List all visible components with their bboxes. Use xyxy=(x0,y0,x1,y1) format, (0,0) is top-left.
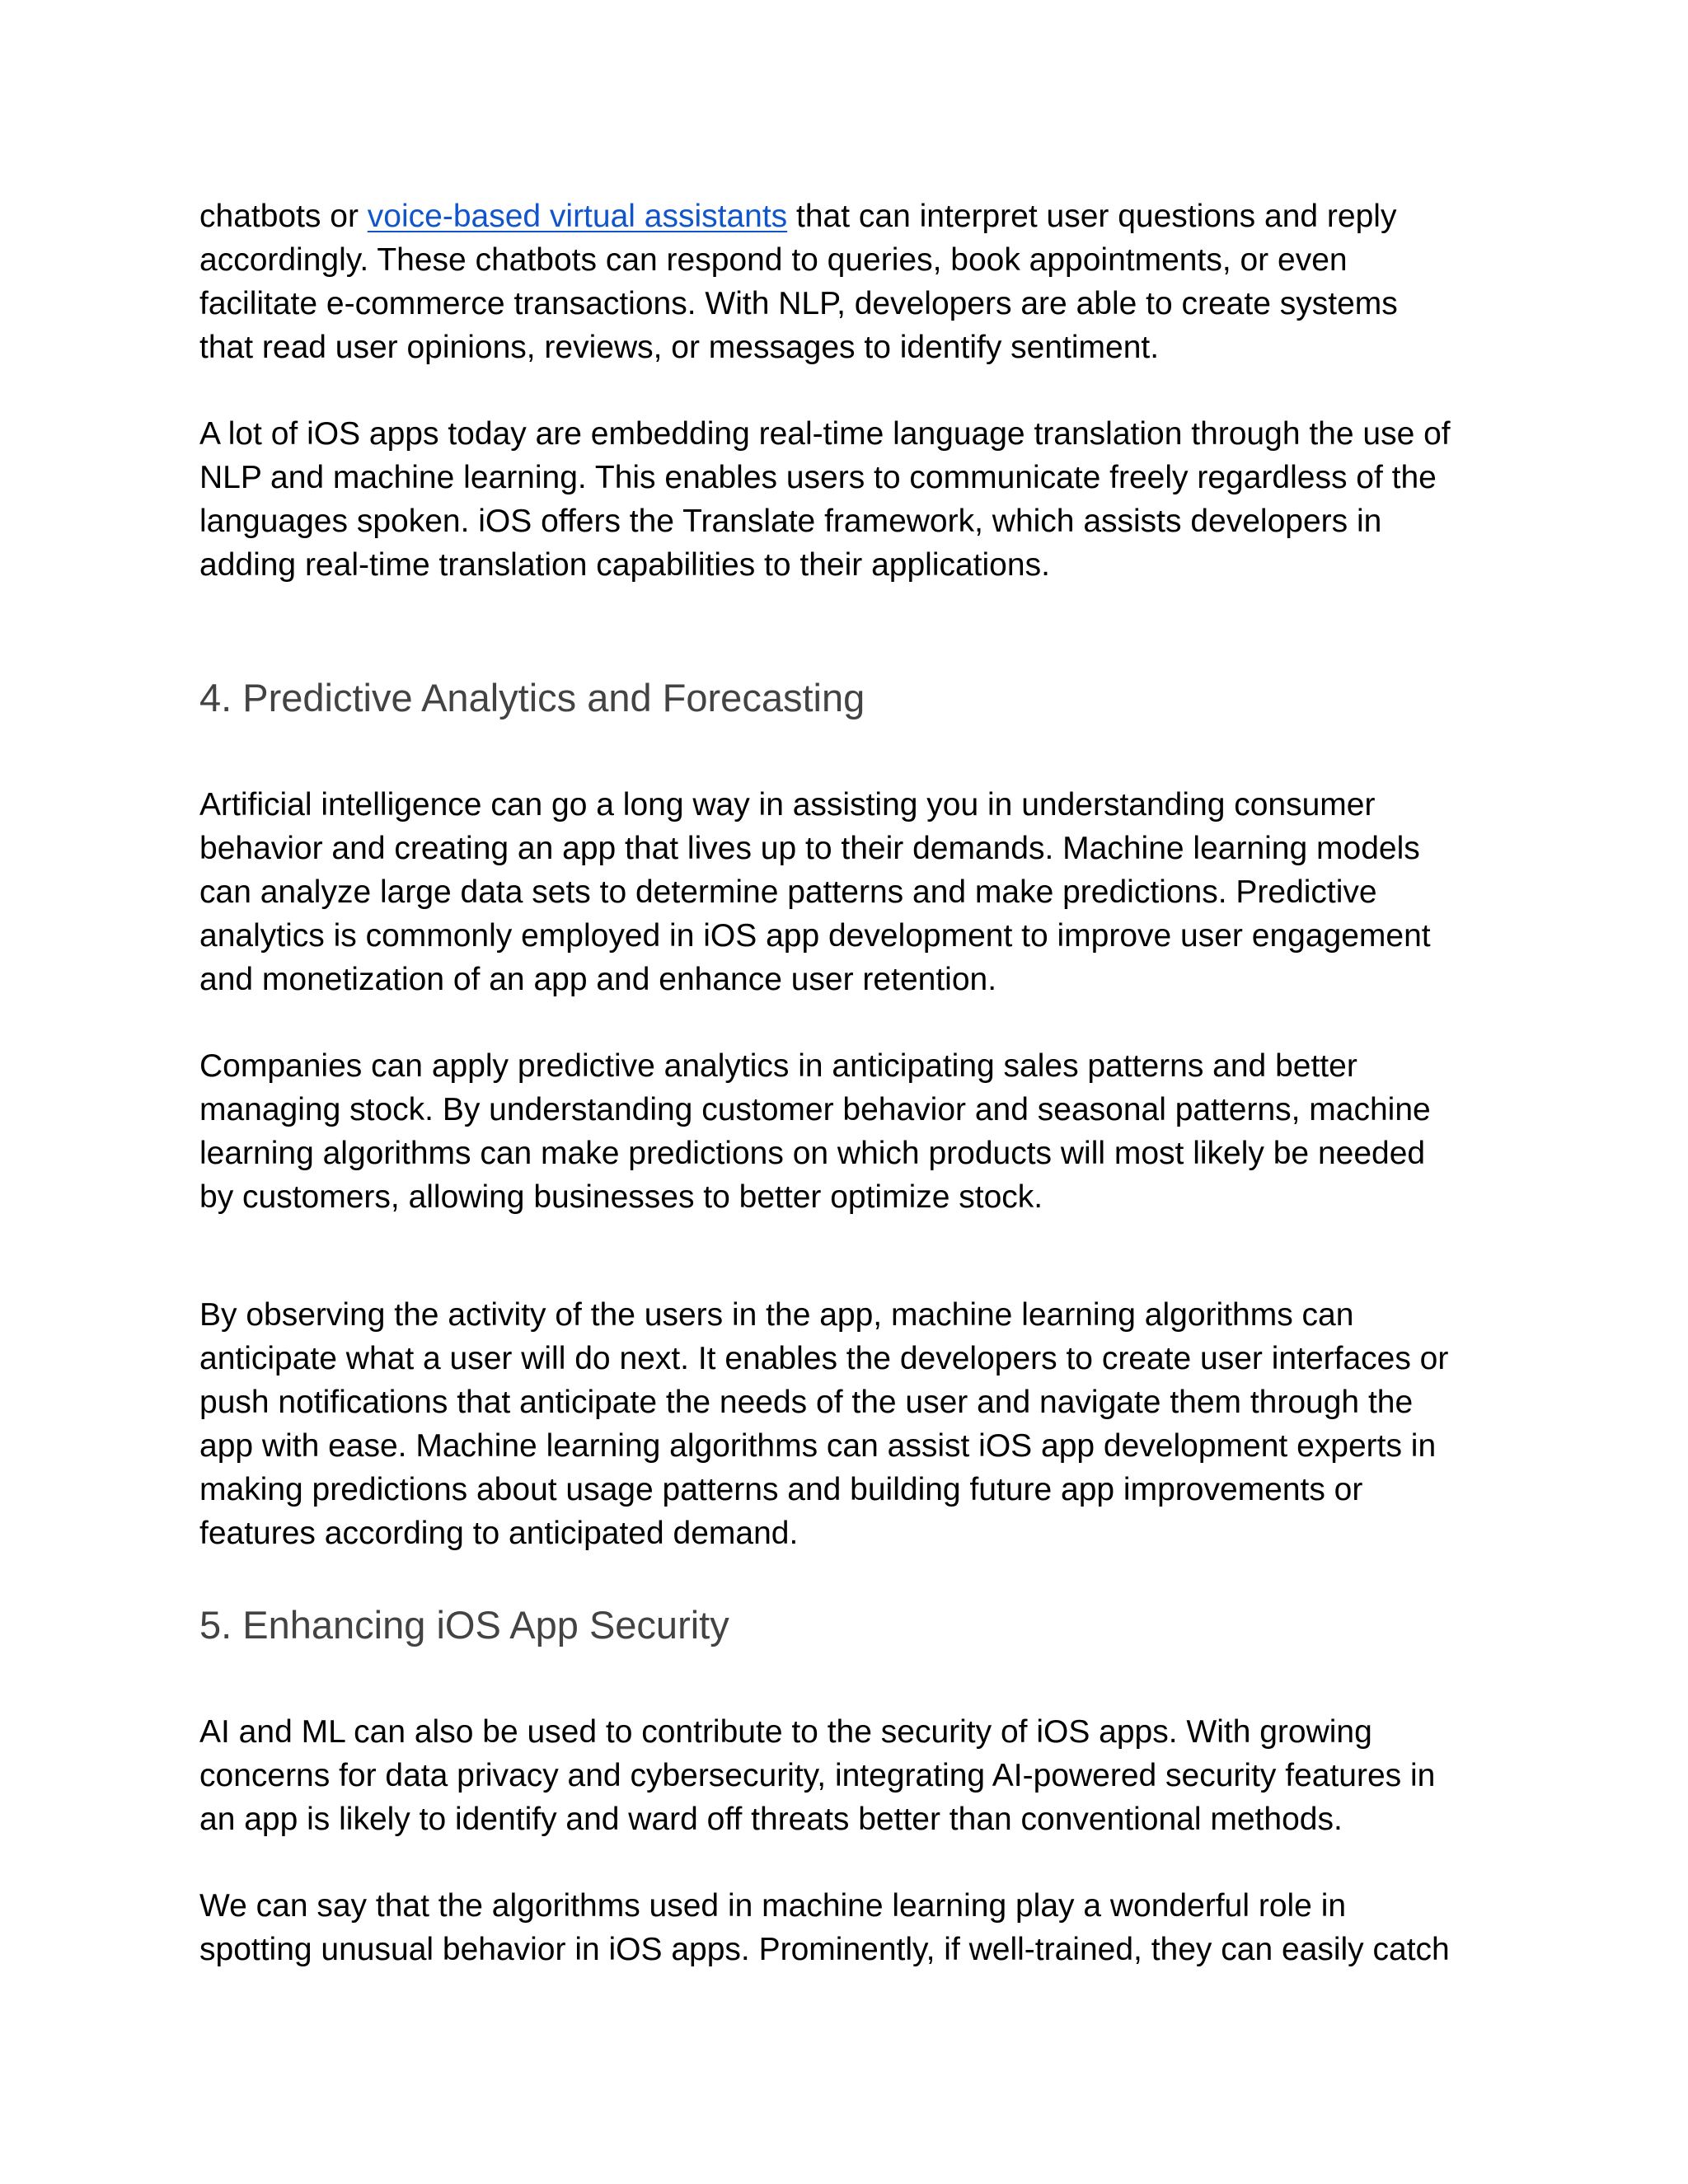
text-line: learning algorithms can make predictions on which products will most likely be needed xyxy=(199,1136,1426,1171)
text-line: Companies can apply predictive analytics in anticipating sales patterns and better xyxy=(199,1048,1357,1084)
paragraph-predictive-sales xyxy=(199,1044,1518,1219)
text-line: by customers, allowing businesses to better optimize stock. xyxy=(199,1179,1043,1215)
text-line: spotting unusual behavior in iOS apps. Prominently, if well-trained, they can easily catch xyxy=(199,1932,1450,1967)
text-line: concerns for data privacy and cybersecurity, integrating AI-powered security features in xyxy=(199,1758,1436,1793)
text-line: push notifications that anticipate the needs of the user and navigate them through the xyxy=(199,1385,1414,1420)
text-line: anticipate what a user will do next. It enables the developers to create user interfaces or xyxy=(199,1341,1449,1376)
paragraph-security-algorithms xyxy=(199,1884,1518,1971)
text-line: making predictions about usage patterns and building future app improvements or xyxy=(199,1472,1363,1507)
text-line: app with ease. Machine learning algorithms can assist iOS app development experts in xyxy=(199,1428,1437,1464)
text-line: We can say that the algorithms used in machine learning play a wonderful role in xyxy=(199,1888,1347,1924)
text-line: AI and ML can also be used to contribute to the security of iOS apps. With growing xyxy=(199,1714,1372,1750)
text-line: that read user opinions, reviews, or messages to identify sentiment. xyxy=(199,330,1160,365)
text-line: A lot of iOS apps today are embedding real-time language translation through the use of xyxy=(199,416,1451,452)
text-line: an app is likely to identify and ward off threats better than conventional methods. xyxy=(199,1802,1343,1837)
text-line: facilitate e-commerce transactions. With NLP, developers are able to create systems xyxy=(199,286,1398,321)
text-line: languages spoken. iOS offers the Translate framework, which assists developers in xyxy=(199,504,1382,539)
paragraph-predictive-intro xyxy=(199,783,1518,1001)
text-line: accordingly. These chatbots can respond to queries, book appointments, or even xyxy=(199,242,1348,278)
text-fragment: chatbots or xyxy=(199,199,368,234)
heading-predictive-analytics: 4. Predictive Analytics and Forecasting xyxy=(199,676,865,719)
text-line: By observing the activity of the users in the app, machine learning algorithms can xyxy=(199,1297,1354,1333)
text-line xyxy=(199,194,1518,238)
paragraph-predictive-behavior xyxy=(199,1293,1518,1555)
text-line: can analyze large data sets to determine patterns and make predictions. Predictive xyxy=(199,874,1377,910)
text-line: and monetization of an app and enhance user retention. xyxy=(199,962,997,997)
text-fragment: that can interpret user questions and reply xyxy=(787,199,1397,234)
text-line: NLP and machine learning. This enables users to communicate freely regardless of the xyxy=(199,460,1437,495)
text-line: features according to anticipated demand. xyxy=(199,1516,799,1551)
text-line: behavior and creating an app that lives up to their demands. Machine learning models xyxy=(199,831,1420,866)
text-line: Artificial intelligence can go a long way in assisting you in understanding consumer xyxy=(199,787,1376,823)
paragraph-security-intro xyxy=(199,1710,1518,1841)
paragraph-translation xyxy=(199,412,1518,587)
voice-assistants-link[interactable]: voice-based virtual assistants xyxy=(367,199,788,234)
text-line: managing stock. By understanding customer behavior and seasonal patterns, machine xyxy=(199,1092,1431,1127)
paragraph-nlp-chatbots xyxy=(199,194,1518,369)
heading-app-security: 5. Enhancing iOS App Security xyxy=(199,1603,729,1647)
text-line: adding real-time translation capabilities to their applications. xyxy=(199,547,1050,583)
text-line: analytics is commonly employed in iOS app development to improve user engagement xyxy=(199,918,1431,954)
